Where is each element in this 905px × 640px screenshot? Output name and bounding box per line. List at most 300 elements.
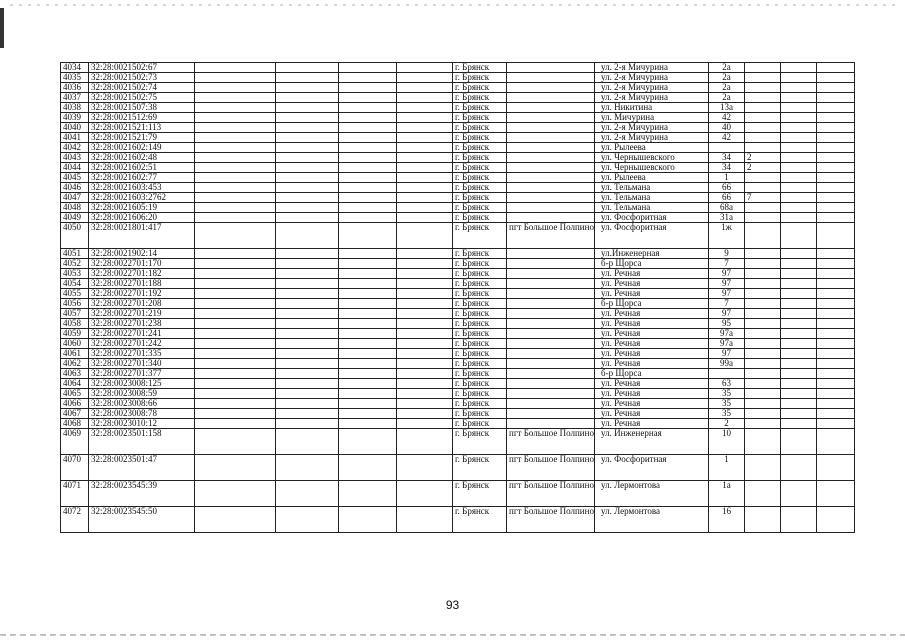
settlement-cell [507,389,595,399]
empty-cell [339,113,397,123]
cadastral-number-cell: 32:28:0021602:48 [89,153,195,163]
house-number-cell: 97 [709,279,745,289]
empty-cell [781,379,817,389]
empty-cell [781,309,817,319]
empty-cell [276,419,339,429]
empty-cell [781,481,817,507]
city-cell: г. Брянск [453,153,507,163]
city-cell: г. Брянск [453,309,507,319]
table-row [61,133,855,143]
house-number-cell: 40 [709,123,745,133]
empty-cell [781,143,817,153]
settlement-cell [507,279,595,289]
cadastral-number-cell: 32:28:0022701:377 [89,369,195,379]
table-row [61,429,855,455]
cadastral-number-cell: 32:28:0021602:149 [89,143,195,153]
empty-cell [817,399,855,409]
empty-cell [195,269,276,279]
street-cell: б-р Щорса [595,299,709,309]
table-row [61,63,855,73]
street-cell: ул. Лермонтова [595,507,709,533]
settlement-cell [507,329,595,339]
empty-cell [195,173,276,183]
cadastral-number-cell: 32:28:0021521:113 [89,123,195,133]
street-cell: б-р Щорса [595,369,709,379]
empty-cell [397,289,453,299]
table-row [61,379,855,389]
empty-cell [817,123,855,133]
building-cell [745,399,781,409]
street-cell: ул. Речная [595,339,709,349]
building-cell: 2 [745,163,781,173]
settlement-cell [507,113,595,123]
empty-cell [339,507,397,533]
building-cell [745,83,781,93]
row-number-cell: 4067 [61,409,89,419]
row-number-cell: 4069 [61,429,89,455]
row-number-cell: 4059 [61,329,89,339]
row-number-cell: 4044 [61,163,89,173]
street-cell: ул. Речная [595,379,709,389]
empty-cell [339,319,397,329]
empty-cell [339,339,397,349]
empty-cell [276,389,339,399]
empty-cell [397,259,453,269]
cadastral-number-cell: 32:28:0023010:12 [89,419,195,429]
table-row [61,173,855,183]
row-number-cell: 4065 [61,389,89,399]
city-cell: г. Брянск [453,359,507,369]
house-number-cell: 2а [709,83,745,93]
city-cell: г. Брянск [453,73,507,83]
empty-cell [397,339,453,349]
house-number-cell: 35 [709,409,745,419]
street-cell: ул. Рылеева [595,173,709,183]
street-cell: ул. Речная [595,309,709,319]
empty-cell [339,309,397,319]
building-cell [745,289,781,299]
empty-cell [276,259,339,269]
street-cell: ул. Речная [595,389,709,399]
city-cell: г. Брянск [453,349,507,359]
table-row [61,259,855,269]
row-number-cell: 4051 [61,249,89,259]
house-number-cell: 97 [709,309,745,319]
empty-cell [397,269,453,279]
table-row [61,289,855,299]
row-number-cell: 4058 [61,319,89,329]
settlement-cell: пгт Большое Полпино [507,507,595,533]
empty-cell [339,93,397,103]
row-number-cell: 4034 [61,63,89,73]
empty-cell [276,481,339,507]
empty-cell [781,123,817,133]
street-cell: ул. 2-я Мичурина [595,123,709,133]
settlement-cell [507,173,595,183]
street-cell: ул. Речная [595,279,709,289]
empty-cell [781,103,817,113]
settlement-cell [507,409,595,419]
city-cell: г. Брянск [453,193,507,203]
city-cell: г. Брянск [453,339,507,349]
empty-cell [817,309,855,319]
street-cell: ул. Тельмана [595,203,709,213]
city-cell: г. Брянск [453,507,507,533]
settlement-cell [507,289,595,299]
empty-cell [276,163,339,173]
city-cell: г. Брянск [453,203,507,213]
empty-cell [195,429,276,455]
empty-cell [195,143,276,153]
settlement-cell [507,249,595,259]
empty-cell [276,507,339,533]
city-cell: г. Брянск [453,83,507,93]
street-cell: ул. 2-я Мичурина [595,63,709,73]
house-number-cell: 31а [709,213,745,223]
table-row [61,269,855,279]
row-number-cell: 4043 [61,153,89,163]
empty-cell [276,213,339,223]
empty-cell [817,73,855,83]
empty-cell [781,269,817,279]
empty-cell [276,223,339,249]
empty-cell [276,103,339,113]
cadastral-number-cell: 32:28:0023008:66 [89,399,195,409]
building-cell [745,309,781,319]
cadastral-number-cell: 32:28:0021521:79 [89,133,195,143]
table-row [61,389,855,399]
empty-cell [195,193,276,203]
empty-cell [276,73,339,83]
empty-cell [195,83,276,93]
house-number-cell: 34 [709,153,745,163]
house-number-cell: 97 [709,289,745,299]
settlement-cell [507,213,595,223]
empty-cell [339,409,397,419]
empty-cell [397,359,453,369]
table-row [61,163,855,173]
settlement-cell [507,163,595,173]
street-cell: ул. Никитина [595,103,709,113]
cadastral-number-cell: 32:28:0023545:39 [89,481,195,507]
row-number-cell: 4038 [61,103,89,113]
table-row [61,103,855,113]
table-row [61,113,855,123]
building-cell [745,409,781,419]
city-cell: г. Брянск [453,93,507,103]
empty-cell [339,369,397,379]
scan-noise-top [10,4,895,6]
empty-cell [276,63,339,73]
empty-cell [195,339,276,349]
row-number-cell: 4063 [61,369,89,379]
street-cell: ул. Чернышевского [595,153,709,163]
empty-cell [397,429,453,455]
row-number-cell: 4036 [61,83,89,93]
empty-cell [781,83,817,93]
empty-cell [781,213,817,223]
empty-cell [397,409,453,419]
empty-cell [781,183,817,193]
house-number-cell: 42 [709,113,745,123]
settlement-cell [507,63,595,73]
empty-cell [339,349,397,359]
cadastral-number-cell: 32:28:0021602:51 [89,163,195,173]
empty-cell [397,349,453,359]
empty-cell [276,289,339,299]
empty-cell [781,389,817,399]
empty-cell [817,113,855,123]
city-cell: г. Брянск [453,103,507,113]
empty-cell [397,73,453,83]
building-cell [745,183,781,193]
city-cell: г. Брянск [453,183,507,193]
empty-cell [195,63,276,73]
building-cell [745,63,781,73]
empty-cell [397,183,453,193]
empty-cell [817,133,855,143]
empty-cell [397,299,453,309]
empty-cell [817,173,855,183]
table-row [61,359,855,369]
empty-cell [195,455,276,481]
empty-cell [781,455,817,481]
empty-cell [195,481,276,507]
empty-cell [339,123,397,133]
empty-cell [195,507,276,533]
empty-cell [195,359,276,369]
empty-cell [195,389,276,399]
empty-cell [195,153,276,163]
city-cell: г. Брянск [453,133,507,143]
empty-cell [339,269,397,279]
row-number-cell: 4045 [61,173,89,183]
street-cell: ул. 2-я Мичурина [595,83,709,93]
empty-cell [276,133,339,143]
empty-cell [339,359,397,369]
cadastral-number-cell: 32:28:0021603:453 [89,183,195,193]
city-cell: г. Брянск [453,213,507,223]
table-body [61,63,855,533]
house-number-cell [709,143,745,153]
house-number-cell: 2а [709,93,745,103]
cadastral-number-cell: 32:28:0021902:14 [89,249,195,259]
empty-cell [397,329,453,339]
row-number-cell: 4052 [61,259,89,269]
cadastral-number-cell: 32:28:0021502:75 [89,93,195,103]
empty-cell [339,173,397,183]
empty-cell [195,133,276,143]
empty-cell [195,289,276,299]
empty-cell [781,319,817,329]
empty-cell [817,349,855,359]
registry-table [60,62,855,533]
empty-cell [817,269,855,279]
empty-cell [276,193,339,203]
table-row [61,455,855,481]
row-number-cell: 4035 [61,73,89,83]
cadastral-number-cell: 32:28:0022701:188 [89,279,195,289]
row-number-cell: 4041 [61,133,89,143]
house-number-cell: 1ж [709,223,745,249]
empty-cell [781,369,817,379]
scan-edge-mark [0,8,4,48]
house-number-cell: 2а [709,73,745,83]
empty-cell [397,93,453,103]
settlement-cell [507,309,595,319]
settlement-cell [507,339,595,349]
street-cell: ул. Фосфоритная [595,455,709,481]
settlement-cell [507,123,595,133]
table-row [61,249,855,259]
empty-cell [339,203,397,213]
row-number-cell: 4060 [61,339,89,349]
empty-cell [276,93,339,103]
empty-cell [339,279,397,289]
city-cell: г. Брянск [453,223,507,249]
city-cell: г. Брянск [453,409,507,419]
empty-cell [817,83,855,93]
table-row [61,309,855,319]
empty-cell [195,259,276,269]
building-cell [745,103,781,113]
settlement-cell [507,153,595,163]
empty-cell [276,339,339,349]
cadastral-number-cell: 32:28:0021502:67 [89,63,195,73]
empty-cell [276,299,339,309]
street-cell: ул. Речная [595,419,709,429]
building-cell [745,299,781,309]
cadastral-number-cell: 32:28:0022701:238 [89,319,195,329]
empty-cell [276,143,339,153]
house-number-cell: 68а [709,203,745,213]
city-cell: г. Брянск [453,249,507,259]
city-cell: г. Брянск [453,419,507,429]
building-cell [745,133,781,143]
empty-cell [276,359,339,369]
settlement-cell: пгт Большое Полпино [507,429,595,455]
empty-cell [195,409,276,419]
empty-cell [339,83,397,93]
empty-cell [397,507,453,533]
settlement-cell: пгт Большое Полпино [507,481,595,507]
cadastral-number-cell: 32:28:0023501:158 [89,429,195,455]
street-cell: ул. Тельмана [595,183,709,193]
cadastral-number-cell: 32:28:0021801:417 [89,223,195,249]
cadastral-number-cell: 32:28:0021603:2762 [89,193,195,203]
empty-cell [397,319,453,329]
building-cell [745,249,781,259]
empty-cell [397,481,453,507]
street-cell: ул. Тельмана [595,193,709,203]
empty-cell [397,173,453,183]
table-row [61,279,855,289]
empty-cell [817,153,855,163]
row-number-cell: 4072 [61,507,89,533]
empty-cell [276,183,339,193]
empty-cell [276,113,339,123]
house-number-cell [709,369,745,379]
city-cell: г. Брянск [453,379,507,389]
cadastral-number-cell: 32:28:0022701:335 [89,349,195,359]
empty-cell [817,213,855,223]
house-number-cell: 9 [709,249,745,259]
empty-cell [781,299,817,309]
row-number-cell: 4056 [61,299,89,309]
building-cell [745,279,781,289]
city-cell: г. Брянск [453,259,507,269]
cadastral-number-cell: 32:28:0023545:50 [89,507,195,533]
street-cell: ул. Речная [595,349,709,359]
cadastral-number-cell: 32:28:0022701:208 [89,299,195,309]
empty-cell [276,379,339,389]
empty-cell [339,213,397,223]
building-cell [745,339,781,349]
empty-cell [339,259,397,269]
city-cell: г. Брянск [453,319,507,329]
settlement-cell [507,93,595,103]
row-number-cell: 4040 [61,123,89,133]
settlement-cell: пгт Большое Полпино [507,455,595,481]
empty-cell [195,329,276,339]
house-number-cell: 97а [709,339,745,349]
settlement-cell [507,73,595,83]
building-cell [745,203,781,213]
empty-cell [817,63,855,73]
cadastral-number-cell: 32:28:0023008:78 [89,409,195,419]
house-number-cell: 35 [709,389,745,399]
empty-cell [781,63,817,73]
house-number-cell: 7 [709,299,745,309]
empty-cell [781,359,817,369]
table-row [61,369,855,379]
empty-cell [195,419,276,429]
table-row [61,419,855,429]
empty-cell [339,193,397,203]
empty-cell [276,153,339,163]
empty-cell [817,455,855,481]
empty-cell [397,63,453,73]
row-number-cell: 4049 [61,213,89,223]
empty-cell [817,299,855,309]
empty-cell [397,249,453,259]
settlement-cell [507,359,595,369]
empty-cell [397,123,453,133]
house-number-cell: 10 [709,429,745,455]
table-row [61,299,855,309]
building-cell [745,481,781,507]
empty-cell [817,143,855,153]
table-row [61,481,855,507]
settlement-cell [507,183,595,193]
empty-cell [781,259,817,269]
settlement-cell [507,83,595,93]
empty-cell [781,153,817,163]
street-cell: ул. 2-я Мичурина [595,73,709,83]
house-number-cell: 2а [709,63,745,73]
empty-cell [276,249,339,259]
building-cell [745,389,781,399]
street-cell: ул. Рылеева [595,143,709,153]
row-number-cell: 4037 [61,93,89,103]
city-cell: г. Брянск [453,269,507,279]
cadastral-number-cell: 32:28:0023501:47 [89,455,195,481]
empty-cell [817,429,855,455]
street-cell: ул.Инженерная [595,249,709,259]
street-cell: ул. 2-я Мичурина [595,133,709,143]
row-number-cell: 4039 [61,113,89,123]
empty-cell [781,279,817,289]
